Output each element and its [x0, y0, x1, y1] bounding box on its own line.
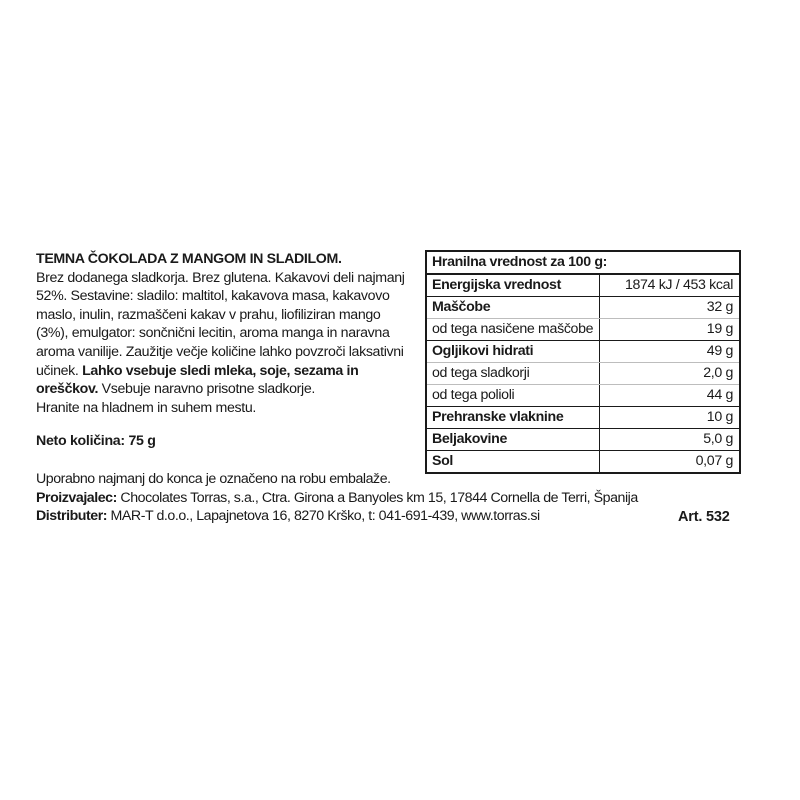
ingredients-line: 52%. Sestavine: sladilo: maltitol, kakavova masa, kakavovo [36, 288, 390, 305]
nutrient-value: 0,07 g [599, 451, 739, 472]
nutrient-name: od tega sladkorji [432, 365, 530, 381]
nutrition-row [427, 428, 739, 450]
nutrient-name: Ogljikovi hidrati [432, 343, 534, 359]
ingredients-line: maslo, inulin, razmaščeni kakav v prahu, liofiliziran mango [36, 306, 381, 323]
allergen-warning-cont: oreščkov. [36, 381, 99, 398]
nutrient-value: 10 g [599, 407, 739, 428]
nutrition-row [427, 406, 739, 428]
nutrient-value: 1874 kJ / 453 kcal [599, 275, 739, 296]
nutrient-value: 44 g [599, 385, 739, 406]
producer-label: Proizvajalec: [36, 489, 117, 506]
distributor-text: MAR-T d.o.o., Lapajnetova 16, 8270 Krško, t: 041-691-439, www.torras.si [107, 508, 540, 525]
nutrition-row [427, 318, 739, 340]
ingredients-text-plain: Vsebuje naravno prisotne sladkorje. [98, 381, 315, 398]
nutrient-name: Sol [432, 453, 454, 469]
distributor-label: Distributer: [36, 508, 108, 525]
nutrition-row [427, 384, 739, 406]
nutrition-row [427, 340, 739, 362]
nutrient-value: 19 g [599, 319, 739, 340]
nutrient-name: Prehranske vlaknine [432, 409, 564, 425]
article-number: Art. 532 [678, 509, 730, 525]
producer-text: Chocolates Torras, s.a., Ctra. Girona a Banyoles km 15, 17844 Cornella de Terri, Španija [116, 489, 638, 506]
nutrition-row [427, 450, 739, 472]
storage-instructions: Hranite na hladnem in suhem mestu. [36, 399, 256, 416]
nutrient-value: 32 g [599, 297, 739, 318]
nutrient-name: Beljakovine [432, 431, 508, 447]
ingredients-line [36, 380, 406, 399]
allergen-warning: Lahko vsebuje sledi mleka, soje, sezama in [82, 362, 359, 379]
nutrition-row [427, 362, 739, 384]
nutrient-value: 49 g [599, 341, 739, 362]
distributor-line [36, 507, 776, 526]
ingredients-text-plain: učinek. [36, 362, 83, 379]
nutrient-name: od tega polioli [432, 387, 515, 403]
nutrient-name: od tega nasičene maščobe [432, 321, 594, 337]
best-before-note: Uporabno najmanj do konca je označeno na robu embalaže. [36, 471, 391, 487]
ingredients-line: Brez dodanega sladkorja. Brez glutena. Kakavovi deli najmanj [36, 269, 405, 286]
ingredients-line: aroma vanilije. Zaužitje večje količine lahko povzroči laksativni [36, 343, 404, 360]
ingredients-line: (3%), emulgator: sončnični lecitin, aroma manga in naravna [36, 325, 390, 342]
nutrition-row [427, 296, 739, 318]
label-footer [36, 470, 776, 526]
nutrition-row [427, 275, 739, 296]
ingredients-text [36, 269, 406, 418]
nutrition-header: Hranilna vrednost za 100 g: [427, 252, 739, 275]
product-title: TEMNA ČOKOLADA Z MANGOM IN SLADILOM. [36, 251, 342, 267]
nutrient-value: 5,0 g [599, 429, 739, 450]
ingredients-line [36, 362, 406, 381]
nutrition-table [425, 250, 741, 474]
nutrient-value: 2,0 g [599, 363, 739, 384]
producer-line [36, 489, 776, 508]
nutrient-name: Maščobe [432, 299, 491, 315]
nutrient-name: Energijska vrednost [432, 277, 561, 293]
net-quantity: Neto količina: 75 g [36, 433, 156, 449]
ingredients-block [36, 250, 406, 417]
